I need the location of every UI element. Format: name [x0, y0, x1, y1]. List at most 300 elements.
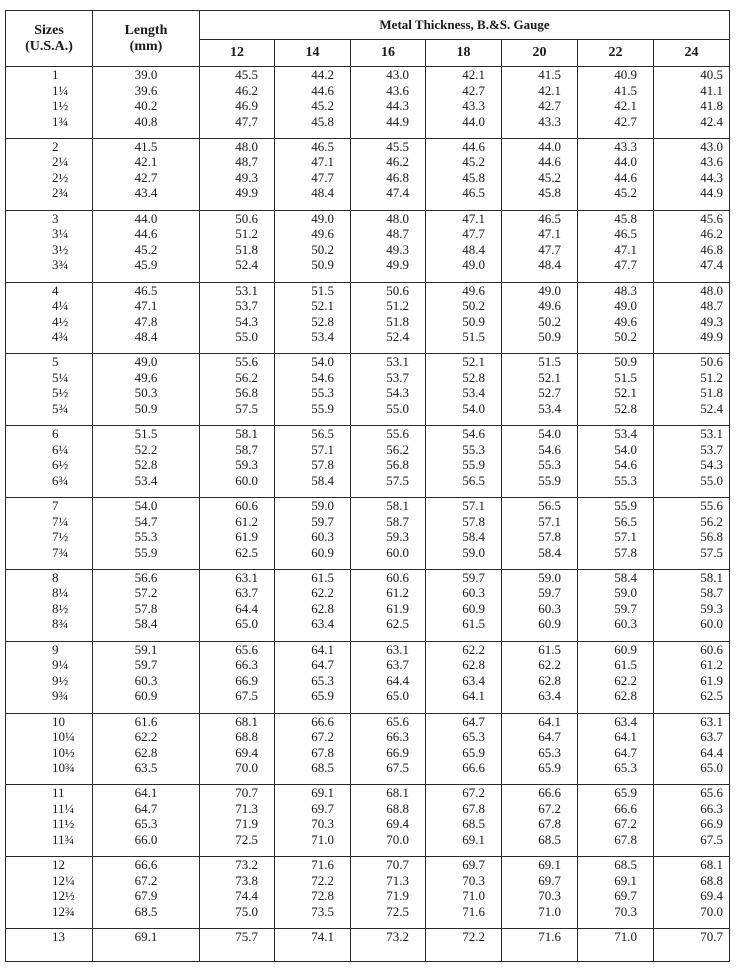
measurement-value: 70.7 — [386, 857, 409, 873]
ring-size-value: 12¼ — [52, 872, 75, 888]
measurement-value: 51.8 — [386, 313, 409, 329]
ring-size-value: 1¼ — [52, 82, 69, 98]
measurement-value: 71.6 — [311, 857, 334, 873]
length-cell — [93, 282, 200, 354]
measurement-value: 54.0 — [311, 354, 334, 370]
gauge-24-cell — [654, 210, 730, 282]
measurement-value: 67.5 — [235, 688, 258, 704]
measurement-value: 44.3 — [386, 98, 409, 113]
measurement-value: 61.9 — [700, 672, 724, 688]
ring-size-value: 3 — [52, 210, 59, 226]
measurement-value: 68.1 — [235, 713, 258, 729]
measurement-value: 58.7 — [235, 441, 258, 457]
measurement-value: 44.0 — [538, 138, 561, 154]
gauge-12-cell — [200, 426, 275, 498]
measurement-value: 52.7 — [538, 385, 561, 401]
length-cell — [93, 641, 200, 713]
measurement-value: 53.7 — [700, 441, 724, 457]
measurement-value: 56.2 — [386, 441, 409, 457]
table-row — [6, 857, 730, 929]
measurement-value: 62.8 — [538, 672, 561, 688]
measurement-value: 52.1 — [311, 298, 334, 314]
measurement-value: 47.1 — [134, 298, 158, 314]
gauge-20-cell — [502, 210, 578, 282]
measurement-value: 58.1 — [700, 569, 724, 585]
measurement-value: 62.2 — [614, 672, 637, 688]
measurement-value: 68.5 — [538, 831, 561, 847]
measurement-value: 44.9 — [700, 185, 724, 201]
measurement-value: 61.9 — [386, 600, 409, 616]
ring-size-value: 2 — [52, 138, 59, 154]
gauge-24-cell — [654, 138, 730, 210]
sizes-cell — [6, 67, 93, 139]
measurement-value: 67.2 — [538, 800, 561, 816]
gauge-22-cell — [578, 282, 654, 354]
measurement-value: 60.3 — [538, 600, 561, 616]
table-row — [6, 354, 730, 426]
measurement-value: 68.5 — [311, 760, 334, 776]
measurement-value: 42.1 — [538, 82, 561, 98]
gauge-22-cell — [578, 498, 654, 570]
measurement-value: 70.0 — [700, 903, 724, 919]
measurement-value: 58.4 — [538, 544, 561, 560]
gauge-16-cell — [351, 929, 426, 962]
measurement-value: 55.3 — [614, 472, 637, 488]
measurement-value: 59.7 — [311, 513, 334, 529]
measurement-value: 58.4 — [134, 616, 158, 632]
measurement-value: 43.4 — [134, 185, 158, 201]
measurement-value: 44.9 — [386, 113, 409, 129]
gauge-16-cell — [351, 67, 426, 139]
ring-size-value: 2½ — [52, 169, 69, 185]
measurement-value: 69.7 — [538, 872, 561, 888]
ring-size-value: 7¼ — [52, 513, 69, 529]
measurement-value: 45.2 — [134, 241, 158, 257]
measurement-value: 62.8 — [134, 744, 158, 760]
measurement-value: 61.2 — [386, 585, 409, 601]
measurement-value: 57.8 — [538, 529, 561, 545]
measurement-value: 39.6 — [134, 82, 158, 98]
measurement-value: 52.4 — [386, 329, 409, 345]
measurement-value: 56.2 — [235, 369, 258, 385]
length-column-header — [93, 11, 200, 67]
measurement-value: 60.6 — [235, 498, 258, 514]
measurement-value: 57.5 — [700, 544, 724, 560]
measurement-value: 45.8 — [462, 169, 485, 185]
measurement-value: 66.3 — [700, 800, 724, 816]
measurement-value: 60.3 — [134, 672, 158, 688]
gauge-22-cell — [578, 354, 654, 426]
measurement-value: 49.3 — [386, 241, 409, 257]
length-cell — [93, 857, 200, 929]
measurement-value: 41.5 — [134, 138, 158, 154]
measurement-value: 63.4 — [538, 688, 561, 704]
measurement-value: 47.1 — [311, 154, 334, 170]
measurement-value: 62.8 — [614, 688, 637, 704]
measurement-value: 55.9 — [614, 498, 637, 514]
ring-size-value: 3¾ — [52, 257, 69, 273]
measurement-value: 52.8 — [311, 313, 334, 329]
measurement-value: 56.5 — [614, 513, 637, 529]
measurement-value: 39.0 — [134, 67, 158, 82]
measurement-value: 46.5 — [614, 226, 637, 242]
measurement-value: 43.6 — [386, 82, 409, 98]
measurement-value: 69.1 — [614, 872, 637, 888]
gauge-12-cell — [200, 282, 275, 354]
measurement-value: 69.7 — [462, 857, 485, 873]
measurement-value: 48.3 — [614, 282, 637, 298]
measurement-value: 56.6 — [134, 569, 158, 585]
measurement-value: 68.5 — [462, 816, 485, 832]
measurement-value: 53.4 — [538, 400, 561, 416]
measurement-value: 74.4 — [235, 888, 258, 904]
table-row — [6, 785, 730, 857]
measurement-value: 59.7 — [134, 657, 158, 673]
measurement-value: 40.5 — [700, 67, 724, 82]
measurement-value: 72.2 — [311, 872, 334, 888]
ring-size-value: 9½ — [52, 672, 69, 688]
gauge-24-cell — [654, 857, 730, 929]
measurement-value: 50.9 — [311, 257, 334, 273]
gauge-18-cell — [426, 641, 502, 713]
measurement-value: 65.6 — [700, 785, 724, 801]
table-row — [6, 929, 730, 962]
measurement-value: 52.4 — [700, 400, 724, 416]
measurement-value: 44.6 — [462, 138, 485, 154]
measurement-value: 50.2 — [462, 298, 485, 314]
measurement-value: 47.4 — [700, 257, 724, 273]
measurement-value: 51.8 — [700, 385, 724, 401]
measurement-value: 71.0 — [311, 831, 334, 847]
length-cell — [93, 569, 200, 641]
gauge-18-cell — [426, 785, 502, 857]
measurement-value: 41.5 — [538, 67, 561, 82]
measurement-value: 70.3 — [614, 903, 637, 919]
sizes-cell — [6, 569, 93, 641]
gauge-12-cell — [200, 138, 275, 210]
measurement-value: 70.7 — [235, 785, 258, 801]
gauge-14-cell — [275, 785, 351, 857]
measurement-value: 64.1 — [311, 641, 334, 657]
measurement-value: 59.0 — [538, 569, 561, 585]
measurement-value: 50.9 — [134, 400, 158, 416]
measurement-value: 48.7 — [700, 298, 724, 314]
measurement-value: 54.3 — [700, 457, 724, 473]
measurement-value: 66.9 — [235, 672, 258, 688]
measurement-value: 41.8 — [700, 98, 724, 113]
measurement-value: 59.7 — [614, 600, 637, 616]
ring-size-value: 10 — [52, 713, 65, 729]
measurement-value: 60.9 — [538, 616, 561, 632]
measurement-value: 71.9 — [235, 816, 258, 832]
gauge-20-cell — [502, 282, 578, 354]
gauge-22-cell — [578, 138, 654, 210]
gauge-header-20: 20 — [502, 40, 578, 67]
measurement-value: 50.6 — [235, 210, 258, 226]
measurement-value: 64.7 — [462, 713, 485, 729]
measurement-value: 71.3 — [235, 800, 258, 816]
measurement-value: 57.5 — [235, 400, 258, 416]
measurement-value: 61.5 — [462, 616, 485, 632]
measurement-value: 64.4 — [700, 744, 724, 760]
measurement-value: 40.8 — [134, 113, 158, 129]
measurement-value: 64.1 — [134, 785, 158, 801]
measurement-value: 59.3 — [235, 457, 258, 473]
measurement-value: 45.9 — [134, 257, 158, 273]
measurement-value: 61.5 — [614, 657, 637, 673]
ring-size-value: 6½ — [52, 457, 69, 473]
table-row — [6, 641, 730, 713]
measurement-value: 48.4 — [538, 257, 561, 273]
measurement-value: 57.8 — [614, 544, 637, 560]
ring-size-value: 1 — [52, 67, 59, 82]
gauge-24-cell — [654, 641, 730, 713]
measurement-value: 44.6 — [538, 154, 561, 170]
measurement-value: 41.5 — [614, 82, 637, 98]
measurement-value: 63.1 — [700, 713, 724, 729]
ring-size-value: 8 — [52, 569, 59, 585]
gauge-22-cell — [578, 569, 654, 641]
measurement-value: 56.5 — [311, 426, 334, 442]
measurement-value: 48.7 — [386, 226, 409, 242]
gauge-20-cell — [502, 641, 578, 713]
measurement-value: 73.5 — [311, 903, 334, 919]
measurement-value: 70.3 — [538, 888, 561, 904]
measurement-value: 44.6 — [614, 169, 637, 185]
gauge-22-cell — [578, 426, 654, 498]
measurement-value: 65.3 — [614, 760, 637, 776]
measurement-value: 42.1 — [614, 98, 637, 113]
measurement-value: 70.3 — [462, 872, 485, 888]
measurement-value: 47.7 — [235, 113, 258, 129]
measurement-value: 55.9 — [311, 400, 334, 416]
measurement-value: 48.0 — [700, 282, 724, 298]
sizes-sublabel: (U.S.A.) — [25, 38, 73, 54]
measurement-value: 53.7 — [386, 369, 409, 385]
measurement-value: 65.6 — [235, 641, 258, 657]
ring-size-value: 5 — [52, 354, 59, 370]
measurement-value: 61.6 — [134, 713, 158, 729]
measurement-value: 67.2 — [134, 872, 158, 888]
measurement-value: 50.2 — [311, 241, 334, 257]
measurement-value: 59.3 — [700, 600, 724, 616]
measurement-value: 65.0 — [235, 616, 258, 632]
ring-size-value: 11 — [52, 785, 65, 801]
gauge-18-cell — [426, 713, 502, 785]
measurement-value: 75.7 — [235, 929, 258, 945]
length-cell — [93, 354, 200, 426]
table-header — [6, 11, 730, 67]
measurement-value: 60.0 — [235, 472, 258, 488]
measurement-value: 67.2 — [462, 785, 485, 801]
measurement-value: 57.5 — [386, 472, 409, 488]
measurement-value: 52.1 — [538, 369, 561, 385]
measurement-value: 42.7 — [538, 98, 561, 113]
measurement-value: 46.5 — [462, 185, 485, 201]
measurement-value: 60.0 — [700, 616, 724, 632]
measurement-value: 62.8 — [311, 600, 334, 616]
measurement-value: 43.3 — [614, 138, 637, 154]
measurement-value: 44.6 — [311, 82, 334, 98]
measurement-value: 52.8 — [462, 369, 485, 385]
gauge-18-cell — [426, 282, 502, 354]
ring-size-value: 5½ — [52, 385, 69, 401]
gauge-16-cell — [351, 569, 426, 641]
measurement-value: 54.7 — [134, 513, 158, 529]
measurement-value: 68.1 — [386, 785, 409, 801]
ring-size-value: 11¾ — [52, 831, 75, 847]
ring-size-value: 4¼ — [52, 298, 69, 314]
gauge-14-cell — [275, 857, 351, 929]
measurement-value: 58.4 — [462, 529, 485, 545]
ring-size-value: 5¼ — [52, 369, 69, 385]
ring-size-value: 11¼ — [52, 800, 75, 816]
measurement-value: 60.6 — [700, 641, 724, 657]
gauge-14-cell — [275, 210, 351, 282]
ring-size-value: 9 — [52, 641, 59, 657]
measurement-value: 58.4 — [614, 569, 637, 585]
table-row — [6, 210, 730, 282]
measurement-value: 71.0 — [614, 929, 637, 945]
ring-size-value: 7½ — [52, 529, 69, 545]
ring-size-value: 9¼ — [52, 657, 69, 673]
measurement-value: 56.5 — [462, 472, 485, 488]
measurement-value: 49.0 — [134, 354, 158, 370]
measurement-value: 55.9 — [462, 457, 485, 473]
gauge-14-cell — [275, 426, 351, 498]
table-body — [6, 67, 730, 962]
measurement-value: 74.1 — [311, 929, 334, 945]
ring-size-value: 4½ — [52, 313, 69, 329]
measurement-value: 51.2 — [235, 226, 258, 242]
gauge-24-cell — [654, 354, 730, 426]
measurement-value: 69.4 — [235, 744, 258, 760]
measurement-value: 54.6 — [538, 441, 561, 457]
measurement-value: 45.2 — [311, 98, 334, 113]
measurement-value: 60.3 — [462, 585, 485, 601]
measurement-value: 69.4 — [700, 888, 724, 904]
gauge-24-cell — [654, 929, 730, 962]
measurement-value: 51.5 — [462, 329, 485, 345]
ring-size-value: 8¾ — [52, 616, 69, 632]
measurement-value: 62.5 — [700, 688, 724, 704]
ring-size-value: 12 — [52, 857, 65, 873]
length-cell — [93, 210, 200, 282]
gauge-12-cell — [200, 785, 275, 857]
gauge-20-cell — [502, 713, 578, 785]
measurement-value: 65.9 — [462, 744, 485, 760]
measurement-value: 55.6 — [235, 354, 258, 370]
measurement-value: 44.0 — [614, 154, 637, 170]
ring-size-value: 5¾ — [52, 400, 69, 416]
measurement-value: 49.9 — [386, 257, 409, 273]
measurement-value: 67.8 — [311, 744, 334, 760]
measurement-value: 50.6 — [386, 282, 409, 298]
measurement-value: 64.4 — [235, 600, 258, 616]
measurement-value: 73.2 — [386, 929, 409, 945]
gauge-14-cell — [275, 138, 351, 210]
measurement-value: 47.7 — [538, 241, 561, 257]
gauge-14-cell — [275, 67, 351, 139]
measurement-value: 48.4 — [311, 185, 334, 201]
measurement-value: 52.2 — [134, 441, 158, 457]
measurement-value: 40.9 — [614, 67, 637, 82]
length-cell — [93, 426, 200, 498]
length-cell — [93, 138, 200, 210]
measurement-value: 58.1 — [235, 426, 258, 442]
measurement-value: 55.0 — [386, 400, 409, 416]
gauge-header-12: 12 — [200, 40, 275, 67]
measurement-value: 63.4 — [311, 616, 334, 632]
gauge-18-cell — [426, 929, 502, 962]
measurement-value: 43.6 — [700, 154, 724, 170]
measurement-value: 45.2 — [614, 185, 637, 201]
measurement-value: 58.7 — [700, 585, 724, 601]
measurement-value: 54.6 — [614, 457, 637, 473]
measurement-value: 67.5 — [386, 760, 409, 776]
ring-size-value: 10¼ — [52, 729, 75, 745]
measurement-value: 45.8 — [614, 210, 637, 226]
measurement-value: 58.7 — [386, 513, 409, 529]
measurement-value: 66.6 — [134, 857, 158, 873]
measurement-value: 71.0 — [538, 903, 561, 919]
ring-size-value: 6 — [52, 426, 59, 442]
ring-size-value: 11½ — [52, 816, 75, 832]
gauge-header-24: 24 — [654, 40, 730, 67]
measurement-value: 46.2 — [386, 154, 409, 170]
gauge-12-cell — [200, 857, 275, 929]
measurement-value: 71.6 — [462, 903, 485, 919]
sizes-cell — [6, 210, 93, 282]
measurement-value: 73.2 — [235, 857, 258, 873]
measurement-value: 58.1 — [386, 498, 409, 514]
gauge-14-cell — [275, 282, 351, 354]
measurement-value: 71.6 — [538, 929, 561, 945]
measurement-value: 48.0 — [235, 138, 258, 154]
ring-size-value: 12½ — [52, 888, 75, 904]
measurement-value: 47.4 — [386, 185, 409, 201]
gauge-header-14: 14 — [275, 40, 351, 67]
measurement-value: 51.2 — [700, 369, 724, 385]
measurement-value: 54.0 — [538, 426, 561, 442]
measurement-value: 71.0 — [462, 888, 485, 904]
ring-size-value: 13 — [52, 929, 65, 945]
measurement-value: 54.3 — [386, 385, 409, 401]
measurement-value: 69.7 — [311, 800, 334, 816]
measurement-value: 64.1 — [614, 729, 637, 745]
measurement-value: 69.4 — [386, 816, 409, 832]
sizes-cell — [6, 713, 93, 785]
ring-size-value: 3¼ — [52, 226, 69, 242]
measurement-value: 65.0 — [700, 760, 724, 776]
measurement-value: 46.2 — [700, 226, 724, 242]
measurement-value: 59.0 — [614, 585, 637, 601]
gauge-14-cell — [275, 498, 351, 570]
measurement-value: 59.1 — [134, 641, 158, 657]
measurement-value: 54.3 — [235, 313, 258, 329]
measurement-value: 72.5 — [386, 903, 409, 919]
measurement-value: 45.2 — [538, 169, 561, 185]
length-cell — [93, 498, 200, 570]
measurement-value: 44.6 — [134, 226, 158, 242]
measurement-value: 44.0 — [134, 210, 158, 226]
measurement-value: 56.5 — [538, 498, 561, 514]
measurement-value: 59.3 — [386, 529, 409, 545]
measurement-value: 60.3 — [311, 529, 334, 545]
gauge-16-cell — [351, 785, 426, 857]
measurement-value: 61.9 — [235, 529, 258, 545]
metal-thickness-title: Metal Thickness, B.&S. Gauge — [200, 11, 730, 40]
